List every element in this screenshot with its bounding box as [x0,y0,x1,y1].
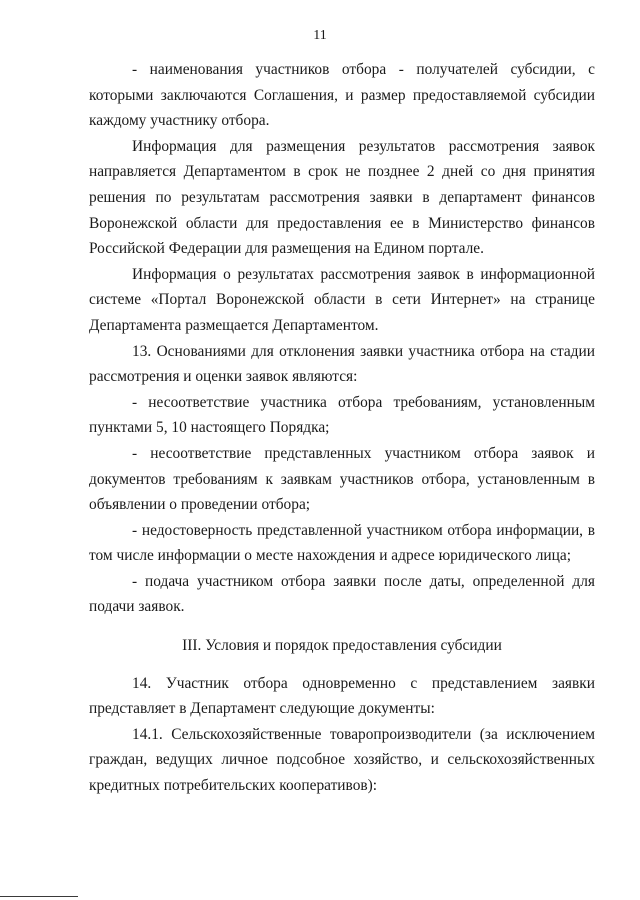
paragraph: 13. Основаниями для отклонения заявки участника отбора на стадии рассмотрения и оценки заявок являются: [89,342,595,386]
paragraph: - наименования участников отбора - получателей субсидии, с которыми заключаются Соглашения, и размер предоставляемой субсидии каждому участнику отбора. [89,61,595,130]
page-number: 11 [313,28,327,43]
document-body [89,57,595,799]
section-heading: III. Условия и порядок предоставления субсидии [182,637,502,655]
paragraph: 14. Участник отбора одновременно с представлением заявки представляет в Департамент следующие документы: [89,674,595,718]
paragraph: - несоответствие представленных участником отбора заявок и документов требованиям к заявкам участников отбора, установленным в объявлении о проведении отбора; [89,444,595,514]
paragraph: Информация о результатах рассмотрения заявок в информационной системе «Портал Воронежской области в сети Интернет» на странице Департамента размещается Департаментом. [89,265,595,334]
footnote-divider [0,896,78,897]
paragraph: - подача участником отбора заявки после даты, определенной для подачи заявок. [89,572,595,616]
paragraph: - несоответствие участника отбора требованиям, установленным пунктами 5, 10 настоящего Порядка; [89,393,595,437]
paragraph: - недостоверность представленной участником отбора информации, в том числе информации о месте нахождения и адресе юридического лица; [89,521,595,565]
paragraph: Информация для размещения результатов рассмотрения заявок направляется Департаментом в срок не позднее 2 дней со дня принятия решения по результатам рассмотрения заявки в департамент финансов Воронежской области для предоставления ее в Министерство финансов Российской Федерации для размещения на Едином портале. [89,137,595,258]
paragraph: 14.1. Сельскохозяйственные товаропроизводители (за исключением граждан, ведущих личное подсобное хозяйство, и сельскохозяйственных кредитных потребительских кооперативов): [89,725,595,795]
